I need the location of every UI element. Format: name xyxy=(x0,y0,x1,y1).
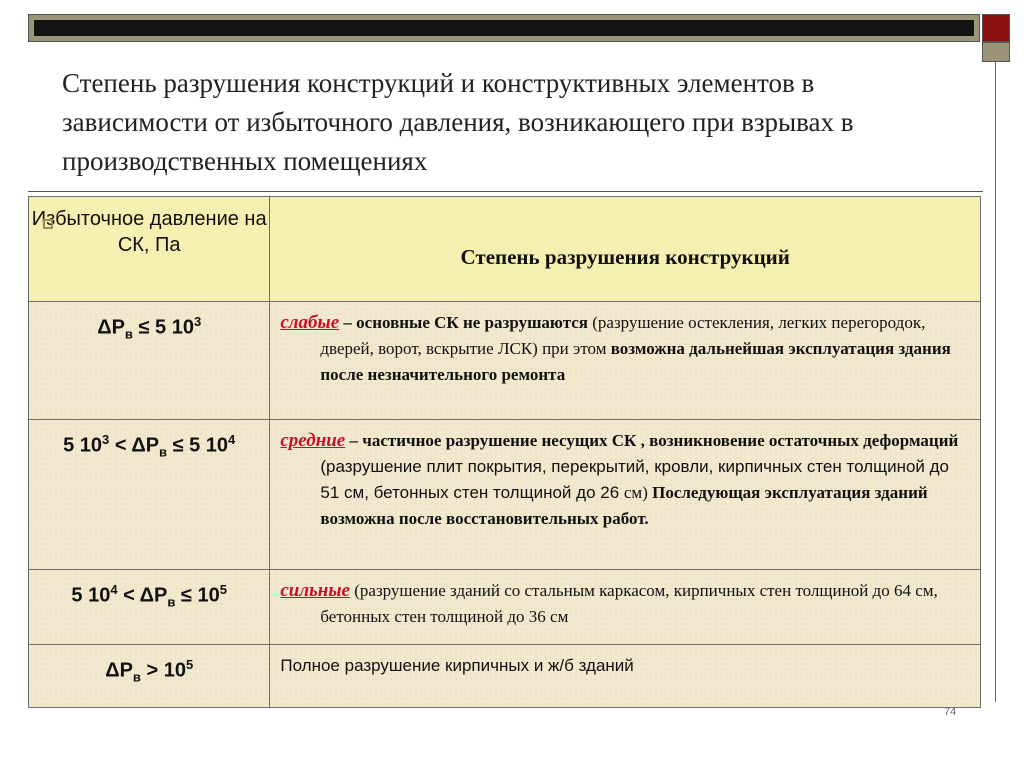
corner-olive-square xyxy=(982,42,1010,62)
pressure-cell: 5 $10^4 < \Delta P_в \le 10^5$ xyxy=(29,570,270,645)
degree-keyword: средние xyxy=(280,430,346,451)
description-cell: сильные (разрушение зданий со стальным каркасом, кирпичных стен толщиной до 64 см, бетонных стен толщиной до 36 см xyxy=(270,570,981,645)
description-cell: средние – частичное разрушение несущих СК , возникновение остаточных деформаций (разрушение плит покрытия, перекрытий, кровли, кирпичных стен толщиной до 51 см, бетонных стен толщиной до 26 см) Последующая эксплуатация зданий возможна после восстановительных работ. xyxy=(270,420,981,570)
corner-red-square xyxy=(982,14,1010,42)
table-row xyxy=(29,302,981,420)
slide-title: Степень разрушения конструкций и конструктивных элементов в зависимости от избыточного давления, возникающего при взрывах в производственных помещениях xyxy=(62,68,854,176)
description-cell: Полное разрушение кирпичных и ж/б зданий xyxy=(270,645,981,708)
degree-keyword: сильные xyxy=(280,580,350,601)
square-bullet-icon xyxy=(43,219,53,229)
top-decor-bar xyxy=(28,14,980,42)
header-cell-degree xyxy=(270,197,981,302)
header-degree-label: Степень разрушения конструкций xyxy=(460,245,790,269)
degree-keyword: слабые xyxy=(280,312,340,333)
table-row xyxy=(29,420,981,570)
description-cell: слабые – основные СК не разрушаются (разрушение остекления, легких перегородок, дверей, ворот, вскрытие ЛСК) при этом возможна дальнейшая эксплуатация здания после незначительного ремонта xyxy=(270,302,981,420)
pressure-cell: $\Delta P_в \le 5$ $10^3$ xyxy=(29,302,270,420)
title-underline xyxy=(28,191,983,192)
header-cell-pressure xyxy=(29,197,270,302)
right-vertical-line xyxy=(995,62,996,702)
table-header-row xyxy=(29,197,981,302)
pressure-cell: 5 $10^3 < \Delta P_в \le 5$ $10^4$ xyxy=(29,420,270,570)
table-row xyxy=(29,570,981,645)
destruction-table xyxy=(28,196,981,708)
page-number: 74 xyxy=(944,706,957,718)
pressure-cell: $\Delta P_в > 10^5$ xyxy=(29,645,270,708)
header-pressure-label: Избыточное давление на СК, Па xyxy=(31,208,267,256)
table-row xyxy=(29,645,981,708)
